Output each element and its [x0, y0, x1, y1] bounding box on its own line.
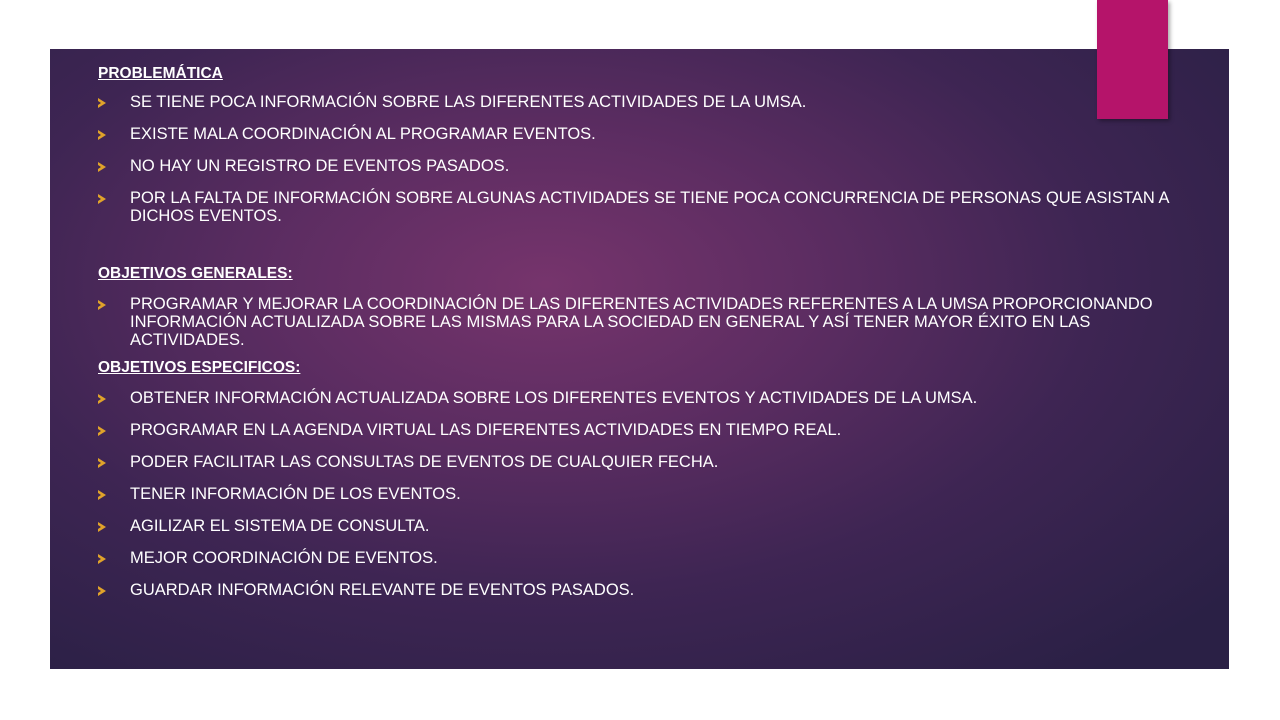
section-heading-problematica: PROBLEMÁTICA — [98, 65, 223, 82]
list-item-text: PROGRAMAR EN LA AGENDA VIRTUAL LAS DIFERENTES ACTIVIDADES EN TIEMPO REAL. — [130, 421, 842, 439]
list-item — [98, 189, 1208, 225]
list-item — [98, 389, 1208, 407]
section-heading-objetivos-especificos: OBJETIVOS ESPECIFICOS: — [98, 359, 301, 376]
list-item — [98, 295, 1208, 349]
list-item — [98, 453, 1208, 471]
arrow-bullet-icon — [98, 130, 106, 140]
list-item — [98, 485, 1208, 503]
arrow-bullet-icon — [98, 300, 106, 310]
arrow-bullet-icon — [98, 586, 106, 596]
arrow-bullet-icon — [98, 162, 106, 172]
arrow-bullet-icon — [98, 490, 106, 500]
slide-content — [98, 65, 1208, 599]
arrow-bullet-icon — [98, 458, 106, 468]
list-item-text: TENER INFORMACIÓN DE LOS EVENTOS. — [130, 485, 461, 503]
list-item-text: MEJOR COORDINACIÓN DE EVENTOS. — [130, 549, 438, 567]
list-item-text: NO HAY UN REGISTRO DE EVENTOS PASADOS. — [130, 157, 510, 175]
list-item — [98, 549, 1208, 567]
list-item — [98, 421, 1208, 439]
arrow-bullet-icon — [98, 522, 106, 532]
arrow-bullet-icon — [98, 98, 106, 108]
accent-tab — [1097, 0, 1168, 119]
arrow-bullet-icon — [98, 426, 106, 436]
list-item-text: GUARDAR INFORMACIÓN RELEVANTE DE EVENTOS PASADOS. — [130, 581, 635, 599]
list-item-text: SE TIENE POCA INFORMACIÓN SOBRE LAS DIFERENTES ACTIVIDADES DE LA UMSA. — [130, 93, 807, 111]
list-item — [98, 125, 1208, 143]
list-item-text: PROGRAMAR Y MEJORAR LA COORDINACIÓN DE LAS DIFERENTES ACTIVIDADES REFERENTES A LA UMSA PROPORCIONANDO INFORMACIÓN ACTUALIZADA SOBRE LAS MISMAS PARA LA SOCIEDAD EN GENERAL Y ASÍ TENER MAYOR ÉXITO EN LAS ACTIVIDADES. — [130, 295, 1153, 349]
list-item — [98, 157, 1208, 175]
list-item — [98, 93, 1208, 111]
arrow-bullet-icon — [98, 194, 106, 204]
list-item-text: POR LA FALTA DE INFORMACIÓN SOBRE ALGUNAS ACTIVIDADES SE TIENE POCA CONCURRENCIA DE PERSONAS QUE ASISTAN A DICHOS EVENTOS. — [130, 189, 1169, 225]
list-item-text: PODER FACILITAR LAS CONSULTAS DE EVENTOS DE CUALQUIER FECHA. — [130, 453, 719, 471]
arrow-bullet-icon — [98, 394, 106, 404]
list-item-text: EXISTE MALA COORDINACIÓN AL PROGRAMAR EVENTOS. — [130, 125, 596, 143]
slide-background — [50, 49, 1229, 669]
list-item-text: AGILIZAR EL SISTEMA DE CONSULTA. — [130, 517, 430, 535]
list-item — [98, 517, 1208, 535]
arrow-bullet-icon — [98, 554, 106, 564]
section-heading-objetivos-generales: OBJETIVOS GENERALES: — [98, 265, 293, 282]
list-item — [98, 581, 1208, 599]
list-item-text: OBTENER INFORMACIÓN ACTUALIZADA SOBRE LOS DIFERENTES EVENTOS Y ACTIVIDADES DE LA UMSA. — [130, 389, 978, 407]
